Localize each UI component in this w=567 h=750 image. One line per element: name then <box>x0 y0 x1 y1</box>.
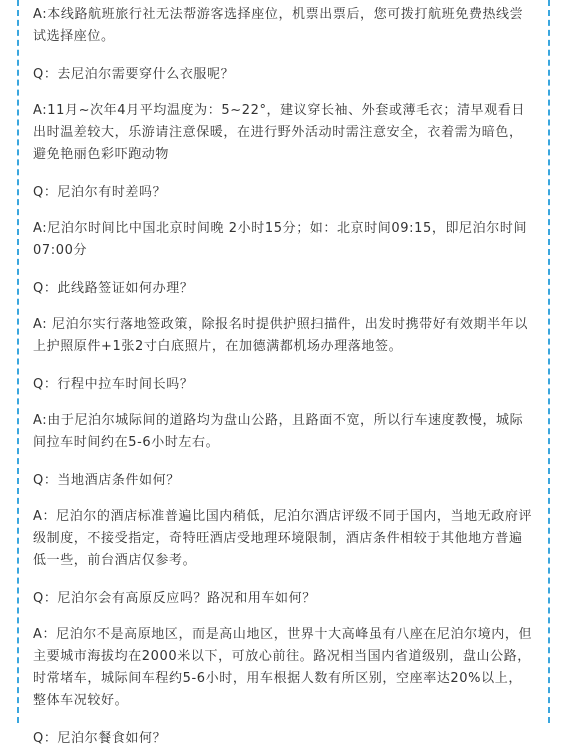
answer-clothing: A:11月~次年4月平均温度为：5~22°，建议穿长袖、外套或薄毛衣；清早观看日出时温差较大，乐游请注意保暖，在进行野外活动时需注意安全，衣着需为暗色，避免艳丽色彩吓跑动物 <box>33 103 525 162</box>
question-meals: Q：尼泊尔餐食如何？ <box>33 731 167 746</box>
faq-page <box>17 0 550 746</box>
question-altitude: Q：尼泊尔会有高原反应吗？路况和用车如何？ <box>33 591 316 606</box>
answer-altitude: A：尼泊尔不是高原地区，而是高山地区，世界十大高峰虽有八座在尼泊尔境内，但主要城市海拔均在2000米以下，可放心前往。路况相当国内省道级别，盘山公路，时常堵车，城际间车程约5-6小时，用车根据人数有所区别，空座率达20%以上，整体车况较好。 <box>33 627 533 708</box>
answer-time-difference: A:尼泊尔时间比中国北京时间晚 2小时15分；如：北京时间09:15，即尼泊尔时间 07:00分 <box>33 221 528 258</box>
answer-visa: A: 尼泊尔实行落地签政策，除报名时提供护照扫描件，出发时携带好有效期半年以上护照原件+1张2寸白底照片，在加德满都机场办理落地签。 <box>33 317 528 354</box>
question-clothing: Q：去尼泊尔需要穿什么衣服呢？ <box>33 67 235 82</box>
answer-travel-time: A:由于尼泊尔城际间的道路均为盘山公路，且路面不宽，所以行车速度教慢，城际间拉车时间约在5-6小时左右。 <box>33 413 524 450</box>
qa-list <box>33 4 534 750</box>
question-visa: Q：此线路签证如何办理？ <box>33 281 194 296</box>
question-time-difference: Q：尼泊尔有时差吗？ <box>33 185 167 200</box>
question-hotels: Q：当地酒店条件如何？ <box>33 473 180 488</box>
answer-seat-selection: A:本线路航班旅行社无法帮游客选择座位，机票出票后，您可拨打航班免费热线尝试选择座位。 <box>33 7 524 44</box>
answer-hotels: A：尼泊尔的酒店标准普遍比国内稍低，尼泊尔酒店评级不同于国内，当地无政府评级制度，不接受指定，奇特旺酒店受地理环境限制，酒店条件相较于其他地方普遍低一些，前台酒店仅参考。 <box>33 509 533 568</box>
question-travel-time: Q：行程中拉车时间长吗？ <box>33 377 194 392</box>
